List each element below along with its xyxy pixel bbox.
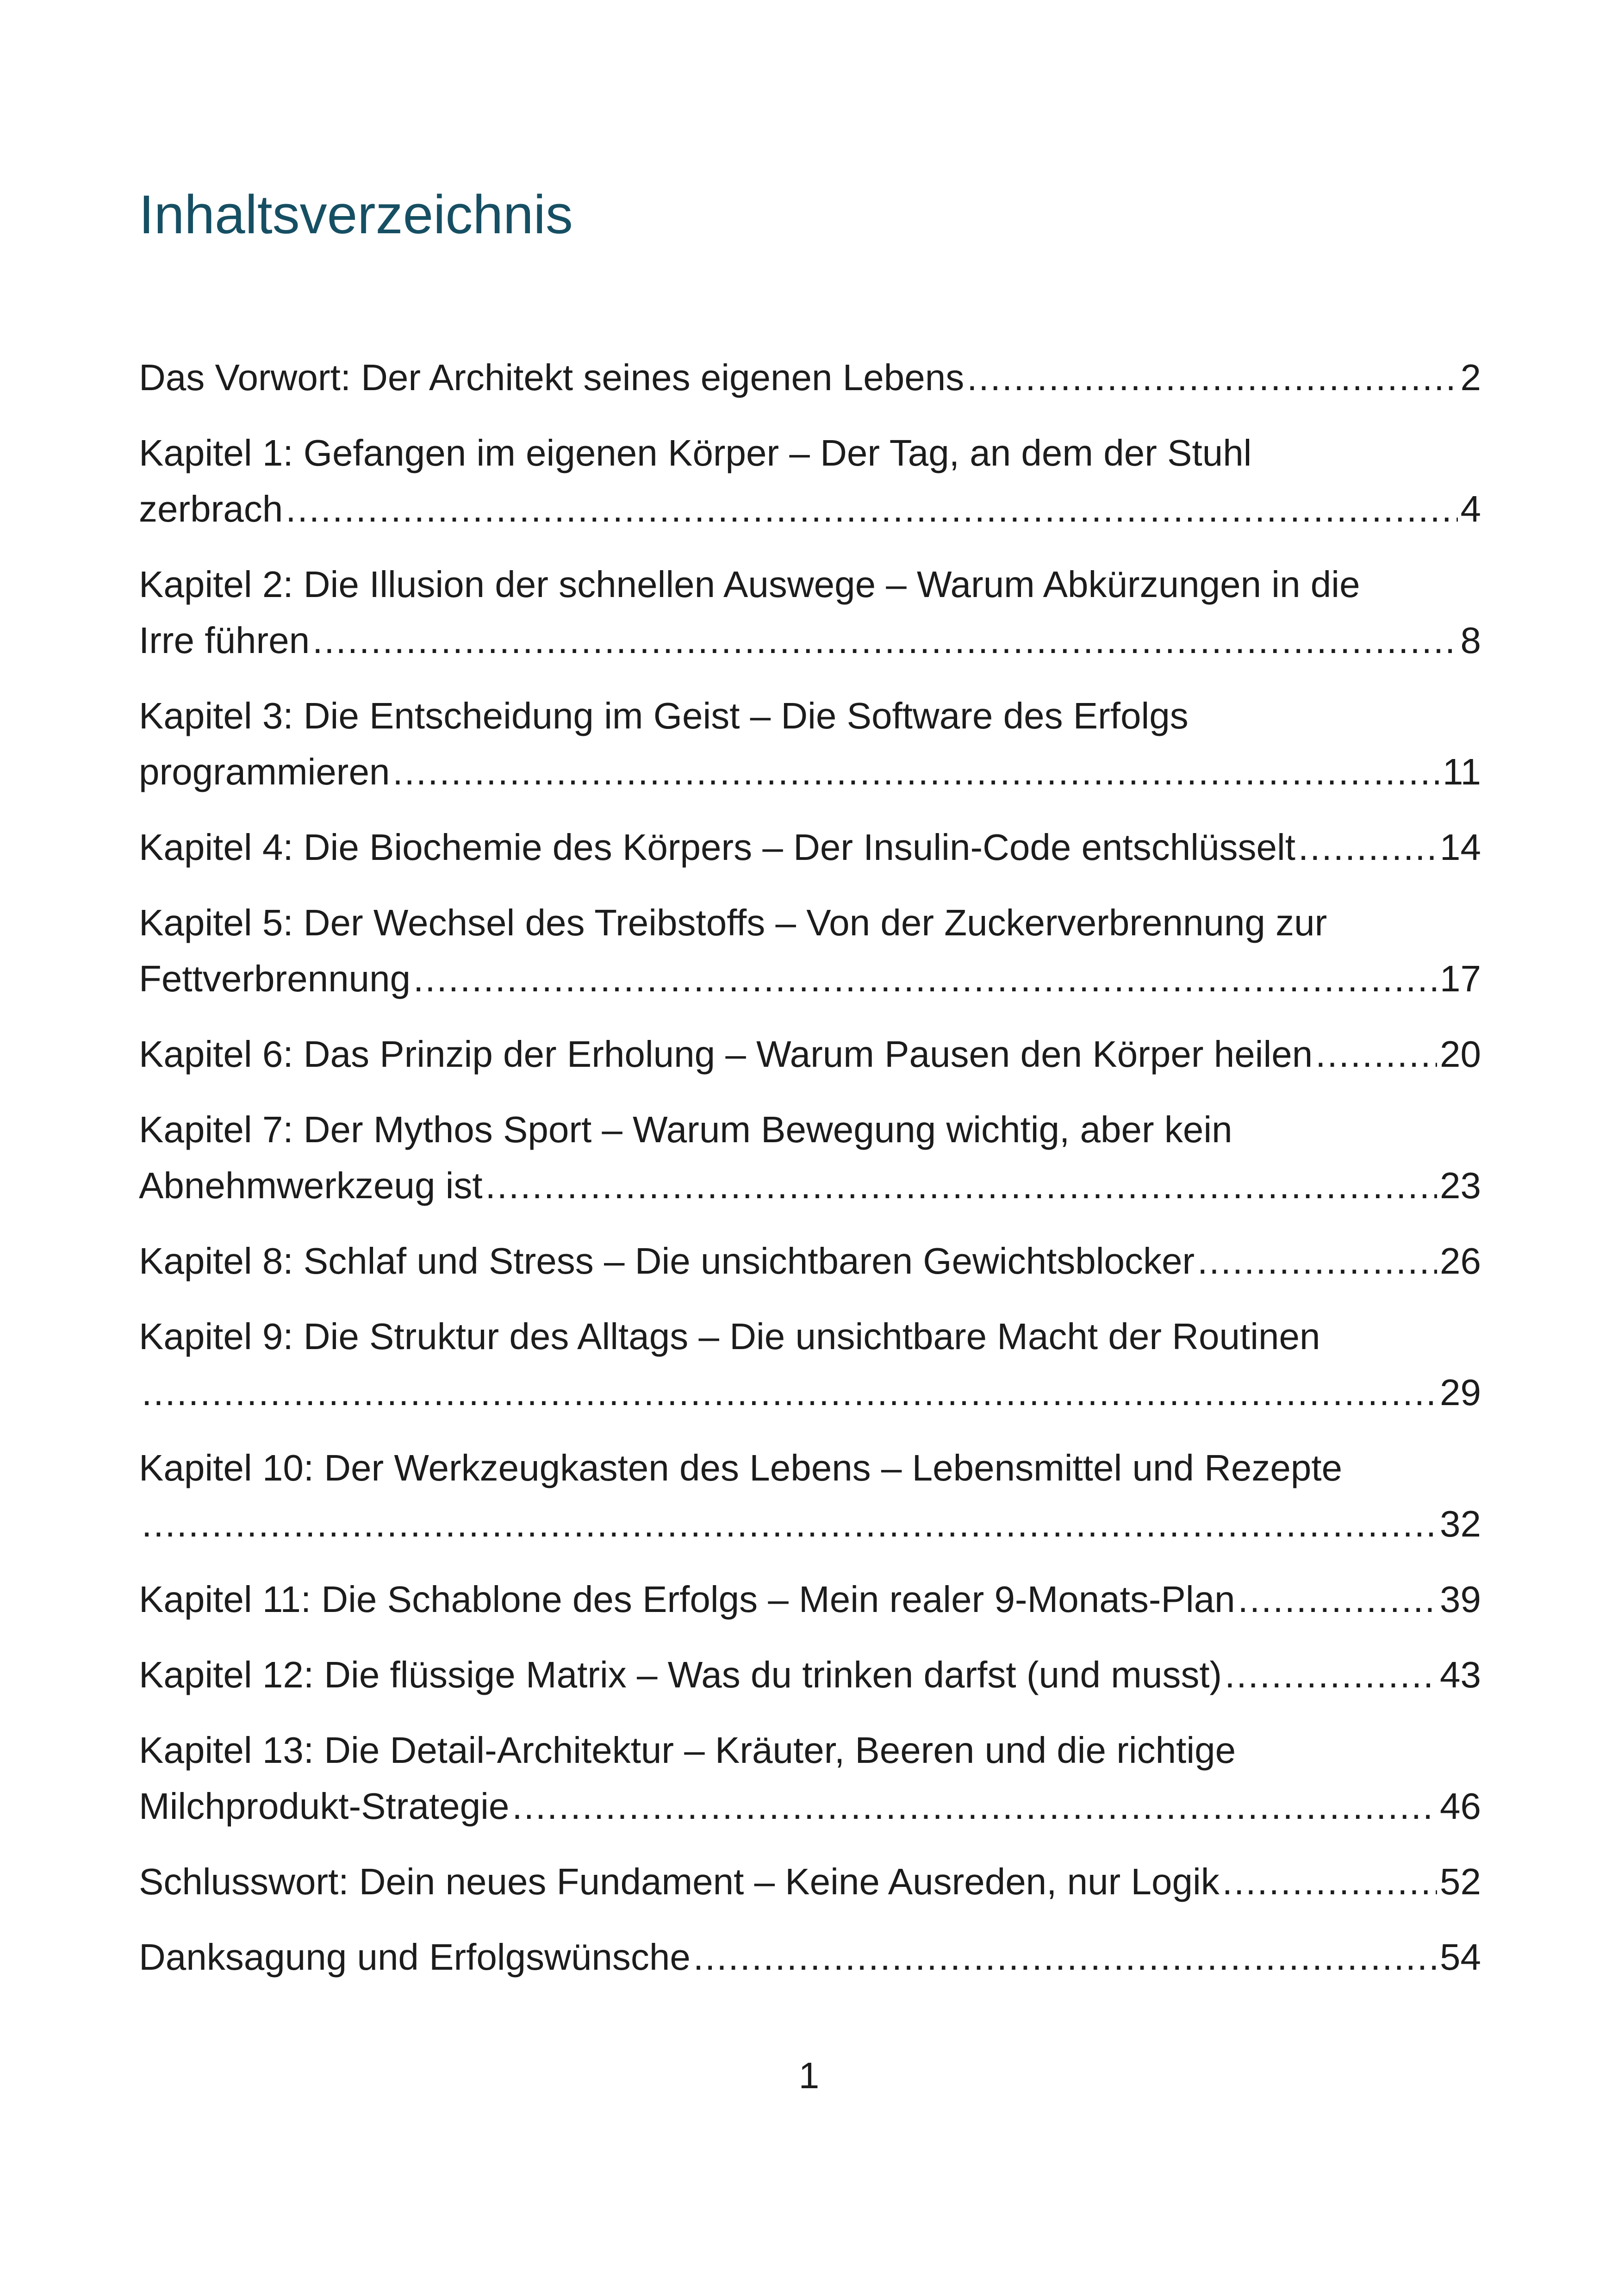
toc-entry-tail [139,744,1481,800]
toc-entry-title: Irre führen [139,620,310,661]
toc-entry-title: Schlusswort: Dein neues Fundament – Keine Ausreden, nur Logik [139,1861,1220,1902]
dot-leader [142,1496,1437,1552]
toc-entry-title: Fettverbrennung [139,958,411,999]
toc-entry-title: programmieren [139,751,390,792]
toc-entry-tail [139,1233,1481,1289]
toc-page-number: 32 [1440,1503,1481,1544]
dot-leader [967,349,1457,405]
toc-page-number: 26 [1440,1240,1481,1282]
toc-entry-title-line: Kapitel 2: Die Illusion der schnellen Auswege – Warum Abkürzungen in die [139,564,1360,605]
toc-entry-title: Kapitel 8: Schlaf und Stress – Die unsichtbaren Gewichtsblocker [139,1240,1195,1282]
toc-page-number: 17 [1440,958,1481,999]
toc-entry-title-line: Kapitel 9: Die Struktur des Alltags – Die unsichtbare Macht der Routinen [139,1316,1320,1357]
toc-entry-title-line: Kapitel 13: Die Detail-Architektur – Kräuter, Beeren und die richtige [139,1730,1236,1771]
toc-entry-tail [139,612,1481,668]
dot-leader [1298,819,1437,875]
toc-entry[interactable] [139,1571,1481,1627]
toc-entry-tail [139,1571,1481,1627]
toc-entry[interactable] [139,895,1481,1007]
dot-leader [1197,1233,1437,1289]
toc-entry-tail [139,1854,1481,1910]
page-number: 1 [798,2055,820,2096]
toc-entry[interactable] [139,349,1481,405]
toc-entry[interactable] [139,1233,1481,1289]
toc-entry-tail [139,349,1481,405]
toc-entry-tail [139,951,1481,1007]
toc-entry-title-line: Kapitel 5: Der Wechsel des Treibstoffs – Von der Zuckerverbrennung zur [139,902,1327,943]
toc-entry[interactable] [139,819,1481,875]
toc-entry-title: Kapitel 12: Die flüssige Matrix – Was du trinken darfst (und musst) [139,1654,1222,1695]
toc-entry-title: Milchprodukt-Strategie [139,1786,510,1827]
toc-entry[interactable] [139,1026,1481,1082]
toc-entry-title: Kapitel 4: Die Biochemie des Körpers – Der Insulin-Code entschlüsselt [139,827,1296,868]
dot-leader [1222,1854,1437,1910]
dot-leader [1238,1571,1437,1627]
toc-entry[interactable] [139,1929,1481,1985]
toc-entry-title: Das Vorwort: Der Architekt seines eigenen Lebens [139,357,965,398]
toc-entry-tail [139,1364,1481,1420]
toc-page-number: 4 [1460,488,1481,529]
toc-entry-title: Danksagung und Erfolgswünsche [139,1936,691,1978]
toc-page-number: 46 [1440,1786,1481,1827]
toc-entry[interactable] [139,425,1481,537]
toc-page-number: 43 [1440,1654,1481,1695]
toc-entry-tail [139,1929,1481,1985]
toc-entry-title: Abnehmwerkzeug ist [139,1165,483,1206]
toc-entry-tail [139,1026,1481,1082]
toc-entry-tail [139,1157,1481,1213]
toc-entry-tail [139,1647,1481,1703]
dot-leader [286,481,1457,537]
toc-entry[interactable] [139,1722,1481,1834]
toc-heading: Inhaltsverzeichnis [139,184,573,245]
toc-entry-title-line: Kapitel 7: Der Mythos Sport – Warum Bewegung wichtig, aber kein [139,1109,1232,1150]
dot-leader [512,1778,1437,1834]
toc-page-number: 20 [1440,1033,1481,1075]
toc-entry[interactable] [139,1854,1481,1910]
toc-entry[interactable] [139,1308,1481,1420]
toc-page-number: 23 [1440,1165,1481,1206]
table-of-contents [139,349,1481,2004]
dot-leader [413,951,1437,1007]
toc-page-number: 29 [1440,1372,1481,1413]
toc-entry-tail [139,1496,1481,1552]
dot-leader [693,1929,1437,1985]
toc-entry-title: Kapitel 6: Das Prinzip der Erholung – Warum Pausen den Körper heilen [139,1033,1313,1075]
toc-page-number: 52 [1440,1861,1481,1902]
toc-entry-tail [139,1778,1481,1834]
toc-page-number: 2 [1460,357,1481,398]
toc-entry-title-line: Kapitel 10: Der Werkzeugkasten des Lebens – Lebensmittel und Rezepte [139,1447,1343,1488]
toc-entry[interactable] [139,1440,1481,1552]
dot-leader [312,612,1457,668]
dot-leader [485,1157,1437,1213]
toc-entry[interactable] [139,1647,1481,1703]
toc-entry-title: zerbrach [139,488,283,529]
toc-entry-title: Kapitel 11: Die Schablone des Erfolgs – Mein realer 9-Monats-Plan [139,1579,1235,1620]
toc-entry-title-line: Kapitel 1: Gefangen im eigenen Körper – Der Tag, an dem der Stuhl [139,432,1252,473]
dot-leader [392,744,1440,800]
toc-page-number: 8 [1460,620,1481,661]
toc-entry-tail [139,481,1481,537]
toc-page-number: 39 [1440,1579,1481,1620]
toc-entry[interactable] [139,688,1481,800]
dot-leader [1315,1026,1437,1082]
toc-page-number: 14 [1440,827,1481,868]
toc-entry[interactable] [139,556,1481,668]
dot-leader [1225,1647,1437,1703]
toc-entry-title-line: Kapitel 3: Die Entscheidung im Geist – Die Software des Erfolgs [139,695,1189,736]
toc-entry-tail [139,819,1481,875]
toc-page-number: 11 [1442,751,1481,792]
toc-entry[interactable] [139,1101,1481,1213]
dot-leader [142,1364,1437,1420]
toc-page-number: 54 [1440,1936,1481,1978]
